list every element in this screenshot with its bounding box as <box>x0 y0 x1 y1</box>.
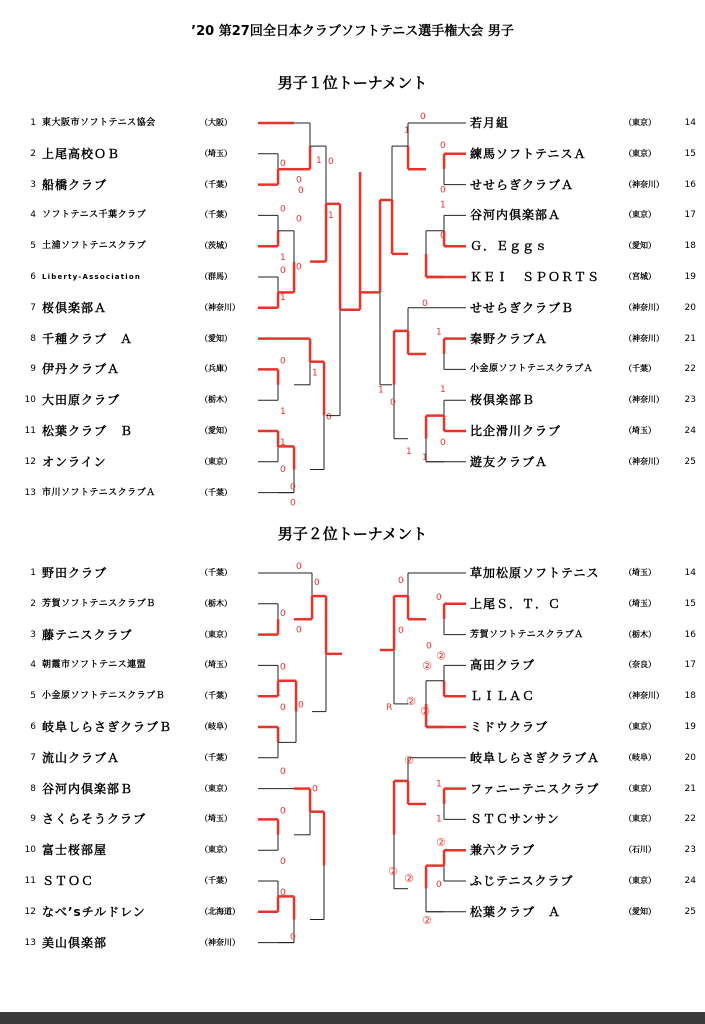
team-name: 土浦ソフトテニスクラブ <box>42 241 147 252</box>
team-row <box>0 454 705 470</box>
team-seed-number: 8 <box>30 333 36 344</box>
team-prefecture: （栃木） <box>624 629 656 639</box>
team-name: ＳＴＯＣ <box>42 874 95 888</box>
team-name: 芳賀ソフトテニスクラブＡ <box>470 629 584 640</box>
team-row <box>0 750 705 766</box>
team-prefecture: （千葉） <box>200 210 232 220</box>
team-name: 藤テニスクラブ <box>42 627 133 642</box>
team-name: ＳＴＣサンサン <box>470 812 560 827</box>
team-seed-number: 7 <box>30 752 36 763</box>
team-seed-number: 21 <box>684 333 696 344</box>
team-prefecture: （神奈川） <box>624 691 664 701</box>
team-name: ソフトテニス千葉クラブ <box>42 210 147 221</box>
team-seed-number: 6 <box>30 272 36 282</box>
match-score: 1 <box>440 200 446 211</box>
team-name: 兼六クラブ <box>470 843 536 858</box>
team-name: 東大阪市ソフトテニス協会 <box>42 118 156 128</box>
team-name: 練馬ソフトテニスＡ <box>470 146 587 161</box>
team-prefecture: （東京） <box>624 210 656 220</box>
match-score: 1 <box>436 814 442 825</box>
team-seed-number: 20 <box>684 302 696 313</box>
team-row <box>0 627 705 643</box>
match-score: 1 <box>328 210 334 221</box>
team-row <box>0 904 705 920</box>
team-name: ふじテニスクラブ <box>470 874 574 888</box>
team-prefecture: （神奈川） <box>624 395 664 405</box>
match-score: 0 <box>280 608 286 619</box>
team-prefecture: （埼玉） <box>624 598 656 608</box>
team-row <box>0 207 705 223</box>
team-seed-number: 12 <box>24 906 36 917</box>
team-seed-number: 22 <box>684 814 696 825</box>
match-score: ② <box>388 864 398 878</box>
team-prefecture: （奈良） <box>624 660 656 670</box>
match-score: 0 <box>326 412 332 423</box>
match-score: 0 <box>280 204 286 215</box>
team-row <box>0 115 705 131</box>
team-prefecture: （千葉） <box>200 752 232 762</box>
team-name: 岐阜しらさぎクラブＢ <box>42 720 173 734</box>
team-seed-number: 20 <box>684 752 696 763</box>
team-name: 大田原クラブ <box>42 393 121 408</box>
match-score: 0 <box>280 158 286 169</box>
team-seed-number: 24 <box>684 426 696 436</box>
match-score: 1 <box>422 452 428 463</box>
match-score: 1 <box>316 156 322 166</box>
team-prefecture: （神奈川） <box>200 302 240 312</box>
team-seed-number: 17 <box>684 210 696 221</box>
team-seed-number: 13 <box>24 937 36 948</box>
team-prefecture: （岐阜） <box>624 752 656 762</box>
team-row <box>0 719 705 735</box>
match-score: 0 <box>280 464 286 475</box>
team-name: 朝霞市ソフトテニス連盟 <box>42 660 147 671</box>
team-seed-number: 11 <box>24 876 36 886</box>
team-prefecture: （北海道） <box>200 906 240 916</box>
team-prefecture: （千葉） <box>200 691 232 701</box>
match-score: 0 <box>280 703 286 714</box>
match-score: 1 <box>280 438 286 448</box>
team-prefecture: （東京） <box>200 629 232 639</box>
team-prefecture: （岐阜） <box>200 722 232 731</box>
team-prefecture: （埼玉） <box>200 814 232 824</box>
team-seed-number: 10 <box>24 395 36 406</box>
team-prefecture: （東京） <box>624 814 656 824</box>
team-prefecture: （愛知） <box>200 426 232 435</box>
team-seed-number: 1 <box>30 568 36 578</box>
match-score: 0 <box>390 397 396 408</box>
team-seed-number: 18 <box>684 241 696 252</box>
match-score: 0 <box>280 662 286 673</box>
match-score: ② <box>436 649 446 663</box>
team-seed-number: 10 <box>24 845 36 856</box>
team-name: 比企滑川クラブ <box>470 424 562 438</box>
team-prefecture: （神奈川） <box>624 333 664 343</box>
team-seed-number: 8 <box>30 783 36 794</box>
match-score: 0 <box>420 112 426 122</box>
team-name: 伊丹クラブＡ <box>42 362 121 377</box>
team-prefecture: （東京） <box>200 845 232 855</box>
match-score: 0 <box>296 262 302 273</box>
team-seed-number: 23 <box>684 395 696 406</box>
match-score: 0 <box>436 880 442 890</box>
team-row <box>0 811 705 827</box>
team-seed-number: 15 <box>684 598 696 609</box>
team-row <box>0 269 705 285</box>
team-seed-number: 5 <box>30 241 36 252</box>
team-row <box>0 238 705 254</box>
team-name: ファニーテニスクラブ <box>470 781 600 796</box>
team-prefecture: （埼玉） <box>200 660 232 670</box>
team-seed-number: 17 <box>684 660 696 671</box>
team-name: せせらぎクラブＡ <box>470 177 575 192</box>
team-seed-number: 4 <box>30 210 36 221</box>
match-score: 0 <box>280 888 286 898</box>
match-score: 0 <box>440 140 446 151</box>
page-title: ’20 第27回全日本クラブソフトテニス選手権大会 男子 <box>191 24 514 39</box>
match-score: ② <box>436 836 446 850</box>
team-name: 千種クラブ Ａ <box>42 331 134 346</box>
match-score: 0 <box>422 298 428 309</box>
team-prefecture: （埼玉） <box>624 426 656 435</box>
team-name: 草加松原ソフトテニス <box>470 566 600 580</box>
team-seed-number: 5 <box>30 691 36 702</box>
team-seed-number: 9 <box>30 814 36 825</box>
team-prefecture: （兵庫） <box>200 364 232 374</box>
team-seed-number: 24 <box>684 876 696 886</box>
match-score: 0 <box>296 625 302 636</box>
team-name: 小金原ソフトテニスクラブＡ <box>470 364 594 375</box>
team-name: 市川ソフトテニスクラブＡ <box>42 487 156 498</box>
match-score: 1 <box>436 779 442 790</box>
match-score: 0 <box>280 857 286 868</box>
match-score: 0 <box>398 626 404 636</box>
team-name: 流山クラブＡ <box>42 750 121 765</box>
team-prefecture: （東京） <box>624 722 656 731</box>
team-row <box>0 300 705 316</box>
team-name: 上尾Ｓ．Ｔ．Ｃ <box>470 596 562 611</box>
team-seed-number: 12 <box>24 456 36 467</box>
team-prefecture: （東京） <box>200 456 232 466</box>
team-seed-number: 13 <box>24 487 36 498</box>
team-prefecture: （愛知） <box>624 906 656 916</box>
match-score: 1 <box>280 253 286 264</box>
team-seed-number: 3 <box>30 179 36 190</box>
match-score: 1 <box>404 126 410 136</box>
team-name: 上尾高校ＯＢ <box>42 146 121 161</box>
team-row <box>0 932 705 951</box>
team-prefecture: （東京） <box>624 783 656 793</box>
team-seed-number: 2 <box>30 148 36 159</box>
match-score: 0 <box>314 578 320 588</box>
match-score: 0 <box>398 576 404 586</box>
match-score: 0 <box>296 214 302 225</box>
team-prefecture: （愛知） <box>200 333 232 343</box>
team-prefecture: （埼玉） <box>624 568 656 577</box>
team-prefecture: （千葉） <box>200 568 232 577</box>
team-name: 秦野クラブＡ <box>470 331 549 346</box>
team-prefecture: （東京） <box>624 118 656 127</box>
team-prefecture: （栃木） <box>200 598 232 608</box>
team-row <box>0 146 705 162</box>
match-score: 1 <box>312 368 318 379</box>
team-prefecture: （東京） <box>624 148 656 158</box>
team-prefecture: （東京） <box>624 876 656 885</box>
team-name: 桜倶楽部Ａ <box>42 300 108 315</box>
match-score: 0 <box>296 175 302 186</box>
team-prefecture: （神奈川） <box>624 179 664 189</box>
team-name: ＬＩＬＡＣ <box>470 689 536 704</box>
team-row <box>0 361 705 377</box>
match-score: 1 <box>280 292 286 303</box>
team-prefecture: （愛知） <box>624 241 656 251</box>
team-seed-number: 2 <box>30 598 36 609</box>
team-seed-number: 14 <box>684 568 696 578</box>
team-row <box>0 482 705 501</box>
match-score: 0 <box>312 784 318 795</box>
team-name: 谷河内倶楽部Ｂ <box>42 781 134 796</box>
team-row <box>0 392 705 408</box>
team-seed-number: 14 <box>684 118 696 128</box>
match-score: 0 <box>280 766 286 777</box>
team-name: 遊友クラブＡ <box>470 454 549 469</box>
team-name: 小金原ソフトテニスクラブＢ <box>42 691 166 702</box>
match-score: 0 <box>280 356 286 367</box>
team-name: Liberty-Association <box>42 273 142 281</box>
team-name: 桜倶楽部Ｂ <box>470 393 536 408</box>
team-name: せせらぎクラブＢ <box>470 300 575 315</box>
team-prefecture: （宮城） <box>624 272 656 281</box>
match-score: 1 <box>378 385 384 396</box>
match-score: ② <box>404 871 414 885</box>
team-name: ミドウクラブ <box>470 720 549 734</box>
team-name: 船橋クラブ <box>42 177 108 192</box>
match-score: 0 <box>298 700 304 711</box>
team-seed-number: 16 <box>684 629 696 640</box>
team-name: オンライン <box>42 454 107 469</box>
team-seed-number: 16 <box>684 179 696 190</box>
team-name: 岐阜しらさぎクラブＡ <box>470 750 601 765</box>
team-seed-number: 22 <box>684 364 696 375</box>
team-row <box>0 177 705 193</box>
match-score: 0 <box>290 482 296 493</box>
match-score: 0 <box>440 185 446 196</box>
team-seed-number: 25 <box>684 906 696 917</box>
team-seed-number: 9 <box>30 364 36 375</box>
team-name: さくらそうクラブ <box>42 812 147 827</box>
match-score: 0 <box>440 231 446 242</box>
match-score: 1 <box>440 385 446 396</box>
team-row <box>0 331 705 347</box>
team-seed-number: 21 <box>684 783 696 794</box>
team-seed-number: 19 <box>684 722 696 732</box>
team-prefecture: （千葉） <box>200 487 232 497</box>
team-seed-number: 18 <box>684 691 696 702</box>
team-seed-number: 7 <box>30 302 36 313</box>
section-title-2nd: 男子２位トーナメント <box>277 525 428 543</box>
team-prefecture: （埼玉） <box>200 148 232 158</box>
match-score: R <box>386 703 393 713</box>
match-score: ② <box>422 659 432 673</box>
team-row <box>0 423 705 439</box>
team-seed-number: 23 <box>684 845 696 856</box>
team-row <box>0 688 705 704</box>
match-score: 1 <box>436 327 442 338</box>
team-name: 高田クラブ <box>470 658 536 673</box>
team-row <box>0 565 705 581</box>
team-name: 松葉クラブ Ｂ <box>42 424 134 438</box>
team-name: 野田クラブ <box>42 566 108 580</box>
match-score: 1 <box>280 407 286 418</box>
team-seed-number: 25 <box>684 456 696 467</box>
team-name: 芳賀ソフトテニスクラブＢ <box>42 598 156 609</box>
team-prefecture: （千葉） <box>624 364 656 374</box>
match-score: 0 <box>290 498 296 509</box>
team-prefecture: （神奈川） <box>624 302 664 312</box>
bottom-bar <box>0 1012 705 1024</box>
match-score: ② <box>420 705 430 718</box>
team-row <box>0 657 705 673</box>
match-score: 0 <box>436 592 442 603</box>
team-name: 谷河内倶楽部Ａ <box>470 208 562 223</box>
team-prefecture: （神奈川） <box>624 456 664 466</box>
match-score: 0 <box>280 266 286 276</box>
team-seed-number: 19 <box>684 272 696 282</box>
team-name: ＫＥＩ ＳＰＯＲＴＳ <box>470 270 601 284</box>
team-seed-number: 15 <box>684 148 696 159</box>
match-score: 1 <box>406 446 412 457</box>
match-score: 0 <box>290 932 296 943</box>
team-name: なべ’sチルドレン <box>42 904 146 919</box>
match-score: ② <box>404 753 414 767</box>
section-title-1st: 男子１位トーナメント <box>277 74 428 92</box>
match-score: 0 <box>328 156 334 167</box>
team-prefecture: （群馬） <box>200 272 232 281</box>
match-score: 0 <box>426 641 432 652</box>
team-seed-number: 6 <box>30 722 36 732</box>
team-prefecture: （栃木） <box>200 395 232 405</box>
team-name: 松葉クラブ Ａ <box>470 904 562 919</box>
team-row <box>0 596 705 612</box>
team-prefecture: （石川） <box>624 845 656 855</box>
team-row <box>0 873 705 889</box>
team-prefecture: （千葉） <box>200 179 232 189</box>
match-score: 0 <box>440 438 446 448</box>
team-prefecture: （東京） <box>200 783 232 793</box>
team-prefecture: （茨城） <box>200 241 232 251</box>
team-name: Ｇ．Ｅｇｇｓ <box>470 239 549 254</box>
team-prefecture: （大阪） <box>200 118 232 127</box>
team-prefecture: （千葉） <box>200 876 232 885</box>
match-score: ② <box>406 695 416 708</box>
team-row <box>0 842 705 858</box>
team-seed-number: 3 <box>30 629 36 640</box>
match-score: 0 <box>296 562 302 572</box>
team-seed-number: 1 <box>30 118 36 128</box>
team-row <box>0 781 705 797</box>
team-prefecture: （神奈川） <box>200 937 240 947</box>
team-seed-number: 11 <box>24 426 36 436</box>
team-name: 若月組 <box>470 116 510 130</box>
match-score: ② <box>422 913 432 927</box>
match-score: 0 <box>298 186 304 196</box>
team-seed-number: 4 <box>30 660 36 671</box>
team-name: 美山倶楽部 <box>42 935 108 950</box>
team-name: 富士桜部屋 <box>42 843 108 858</box>
match-score: 0 <box>280 806 286 817</box>
